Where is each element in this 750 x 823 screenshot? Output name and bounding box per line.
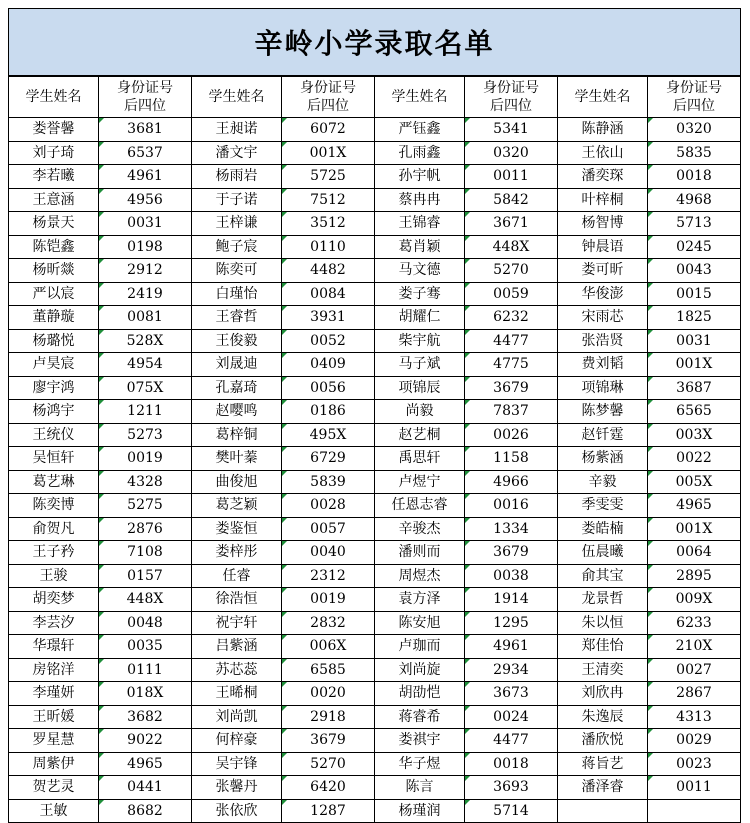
student-name-cell: 赵艺桐 (375, 423, 465, 447)
student-name-cell: 胡奕梦 (9, 588, 99, 612)
id-last4-cell: 6232 (465, 306, 558, 330)
student-name-cell: 王睿哲 (192, 306, 282, 330)
id-last4-cell: 6729 (282, 447, 375, 471)
student-name-cell: 周煜杰 (375, 564, 465, 588)
student-name-cell: 刘尚凯 (192, 705, 282, 729)
student-name-cell: 王昕媛 (9, 705, 99, 729)
student-name-cell: 华璟轩 (9, 635, 99, 659)
table-row (9, 517, 741, 541)
id-last4-cell: 0198 (99, 235, 192, 259)
student-name-cell: 赵嘤鸣 (192, 400, 282, 424)
student-name-cell: 卢煜宁 (375, 470, 465, 494)
id-last4-cell: 3679 (465, 541, 558, 565)
student-name-cell: 刘晟迪 (192, 353, 282, 377)
id-last4-cell: 5842 (465, 188, 558, 212)
id-last4-cell: 2918 (282, 705, 375, 729)
id-last4-cell: 3679 (465, 376, 558, 400)
student-name-cell: 杨雨岩 (192, 165, 282, 189)
id-last4-cell: 1287 (282, 799, 375, 823)
student-name-cell: 娄皓楠 (558, 517, 648, 541)
student-name-cell: 娄祺宇 (375, 729, 465, 753)
id-last4-cell: 2895 (648, 564, 741, 588)
id-last4-cell: 0441 (99, 776, 192, 800)
id-last4-cell: 5341 (465, 118, 558, 142)
student-name-cell: 杨昕燚 (9, 259, 99, 283)
id-last4-cell: 0019 (99, 447, 192, 471)
student-name-cell: 陈梦馨 (558, 400, 648, 424)
student-name-cell: 于子诺 (192, 188, 282, 212)
header-id-last4 (282, 77, 375, 118)
table-row (9, 776, 741, 800)
id-last4-cell: 0038 (465, 564, 558, 588)
student-name-cell: 朱以恒 (558, 611, 648, 635)
id-last4-cell: 5275 (99, 494, 192, 518)
id-last4-cell: 1211 (99, 400, 192, 424)
student-name-cell: 苏芯蕊 (192, 658, 282, 682)
id-last4-cell: 0029 (648, 729, 741, 753)
table-row (9, 329, 741, 353)
student-name-cell: 王梓谦 (192, 212, 282, 236)
table-row (9, 400, 741, 424)
student-name-cell: 樊叶蓁 (192, 447, 282, 471)
header-row (9, 77, 741, 118)
student-name-cell: 王清奕 (558, 658, 648, 682)
id-last4-cell: 9022 (99, 729, 192, 753)
id-last4-cell: 4328 (99, 470, 192, 494)
student-name-cell: 周紫伊 (9, 752, 99, 776)
id-last4-cell: 2876 (99, 517, 192, 541)
admission-sheet (8, 8, 741, 823)
student-name-cell: 娄梓彤 (192, 541, 282, 565)
student-name-cell: 娄可昕 (558, 259, 648, 283)
id-last4-cell: 2912 (99, 259, 192, 283)
header-id-line1: 身份证号 (300, 80, 356, 96)
id-last4-cell: 3671 (465, 212, 558, 236)
id-last4-cell: 0057 (282, 517, 375, 541)
id-last4-cell: 1158 (465, 447, 558, 471)
student-name-cell: 孙宇帆 (375, 165, 465, 189)
student-name-cell: 李芸汐 (9, 611, 99, 635)
id-last4-cell: 001X (648, 517, 741, 541)
student-name-cell: 王锦睿 (375, 212, 465, 236)
id-last4-cell: 6585 (282, 658, 375, 682)
student-name-cell: 王俊毅 (192, 329, 282, 353)
table-row (9, 611, 741, 635)
header-student-name: 学生姓名 (375, 77, 465, 118)
id-last4-cell: 0245 (648, 235, 741, 259)
student-name-cell: 马子斌 (375, 353, 465, 377)
id-last4-cell: 0015 (648, 282, 741, 306)
id-last4-cell: 3682 (99, 705, 192, 729)
student-name-cell: 潘泽睿 (558, 776, 648, 800)
admission-table (8, 76, 741, 823)
student-name-cell: 辛骏杰 (375, 517, 465, 541)
header-student-name: 学生姓名 (558, 77, 648, 118)
id-last4-cell: 7512 (282, 188, 375, 212)
student-name-cell: 葛芝颖 (192, 494, 282, 518)
id-last4-cell: 1334 (465, 517, 558, 541)
id-last4-cell: 3673 (465, 682, 558, 706)
table-row (9, 141, 741, 165)
id-last4-cell: 4954 (99, 353, 192, 377)
table-body (9, 118, 741, 823)
id-last4-cell: 448X (99, 588, 192, 612)
student-name-cell: 潘奕琛 (558, 165, 648, 189)
id-last4-cell: 0027 (648, 658, 741, 682)
table-row (9, 259, 741, 283)
table-row (9, 212, 741, 236)
student-name-cell: 张浩贤 (558, 329, 648, 353)
student-name-cell: 朱逸辰 (558, 705, 648, 729)
student-name-cell: 张依欣 (192, 799, 282, 823)
student-name-cell: 俞其宝 (558, 564, 648, 588)
header-id-last4 (99, 77, 192, 118)
header-id-line1: 身份证号 (666, 80, 722, 96)
id-last4-cell: 3679 (282, 729, 375, 753)
id-last4-cell: 4965 (99, 752, 192, 776)
student-name-cell: 王依山 (558, 141, 648, 165)
student-name-cell: 娄誉馨 (9, 118, 99, 142)
student-name-cell: 吕紫涵 (192, 635, 282, 659)
student-name-cell: 任睿 (192, 564, 282, 588)
id-last4-cell: 018X (99, 682, 192, 706)
id-last4-cell: 4775 (465, 353, 558, 377)
student-name-cell: 刘子琦 (9, 141, 99, 165)
id-last4-cell: 0040 (282, 541, 375, 565)
id-last4-cell: 0019 (282, 588, 375, 612)
header-id-line2: 后四位 (673, 98, 715, 114)
table-row (9, 188, 741, 212)
id-last4-cell: 448X (465, 235, 558, 259)
id-last4-cell: 7837 (465, 400, 558, 424)
table-row (9, 729, 741, 753)
id-last4-cell: 0157 (99, 564, 192, 588)
student-name-cell: 项锦琳 (558, 376, 648, 400)
id-last4-cell: 009X (648, 588, 741, 612)
id-last4-cell: 0011 (648, 776, 741, 800)
id-last4-cell: 0043 (648, 259, 741, 283)
table-row (9, 658, 741, 682)
id-last4-cell: 3512 (282, 212, 375, 236)
header-id-line1: 身份证号 (483, 80, 539, 96)
table-row (9, 752, 741, 776)
student-name-cell: 杨智博 (558, 212, 648, 236)
id-last4-cell: 0081 (99, 306, 192, 330)
student-name-cell: 娄子骞 (375, 282, 465, 306)
id-last4-cell: 001X (282, 141, 375, 165)
table-row (9, 705, 741, 729)
id-last4-cell: 528X (99, 329, 192, 353)
student-name-cell: 项锦辰 (375, 376, 465, 400)
student-name-cell: 白瑾怡 (192, 282, 282, 306)
header-id-line2: 后四位 (490, 98, 532, 114)
id-last4-cell: 3931 (282, 306, 375, 330)
student-name-cell: 季雯雯 (558, 494, 648, 518)
id-last4-cell: 5273 (99, 423, 192, 447)
id-last4-cell: 075X (99, 376, 192, 400)
student-name-cell: 郑佳怡 (558, 635, 648, 659)
student-name-cell: 胡劭恺 (375, 682, 465, 706)
table-row (9, 470, 741, 494)
id-last4-cell: 0409 (282, 353, 375, 377)
id-last4-cell: 5835 (648, 141, 741, 165)
student-name-cell: 龙景哲 (558, 588, 648, 612)
table-row (9, 235, 741, 259)
id-last4-cell: 0016 (465, 494, 558, 518)
student-name-cell: 俞贺凡 (9, 517, 99, 541)
id-last4-cell: 0052 (282, 329, 375, 353)
header-student-name: 学生姓名 (9, 77, 99, 118)
id-last4-cell: 4961 (99, 165, 192, 189)
student-name-cell: 陈铠鑫 (9, 235, 99, 259)
table-row (9, 165, 741, 189)
id-last4-cell: 001X (648, 353, 741, 377)
student-name-cell: 鲍子宸 (192, 235, 282, 259)
table-row (9, 494, 741, 518)
id-last4-cell: 0110 (282, 235, 375, 259)
id-last4-cell: 0059 (465, 282, 558, 306)
id-last4-cell: 0035 (99, 635, 192, 659)
id-last4-cell: 2867 (648, 682, 741, 706)
id-last4-cell: 4477 (465, 729, 558, 753)
student-name-cell: 徐浩恒 (192, 588, 282, 612)
student-name-cell: 陈静涵 (558, 118, 648, 142)
student-name-cell: 禹思轩 (375, 447, 465, 471)
student-name-cell: 尚毅 (375, 400, 465, 424)
student-name-cell: 杨紫涵 (558, 447, 648, 471)
id-last4-cell: 0018 (465, 752, 558, 776)
table-row (9, 423, 741, 447)
student-name-cell: 胡耀仁 (375, 306, 465, 330)
student-name-cell: 孔雨鑫 (375, 141, 465, 165)
id-last4-cell: 4965 (648, 494, 741, 518)
student-name-cell: 刘欣冉 (558, 682, 648, 706)
table-row (9, 635, 741, 659)
student-name-cell: 王统仪 (9, 423, 99, 447)
table-row (9, 564, 741, 588)
student-name-cell: 杨璐悦 (9, 329, 99, 353)
id-last4-cell: 006X (282, 635, 375, 659)
student-name-cell: 潘文宇 (192, 141, 282, 165)
student-name-cell: 陈言 (375, 776, 465, 800)
student-name-cell: 葛肖颖 (375, 235, 465, 259)
student-name-cell: 宋雨芯 (558, 306, 648, 330)
id-last4-cell: 4477 (465, 329, 558, 353)
student-name-cell: 陈安旭 (375, 611, 465, 635)
student-name-cell: 王昶诺 (192, 118, 282, 142)
student-name-cell: 卢昊宸 (9, 353, 99, 377)
student-name-cell: 杨瑾润 (375, 799, 465, 823)
table-row (9, 682, 741, 706)
id-last4-cell: 0111 (99, 658, 192, 682)
student-name-cell: 赵钎霆 (558, 423, 648, 447)
id-last4-cell: 5270 (282, 752, 375, 776)
student-name-cell: 杨鸿宇 (9, 400, 99, 424)
table-row (9, 306, 741, 330)
id-last4-cell: 4956 (99, 188, 192, 212)
student-name-cell: 辛毅 (558, 470, 648, 494)
student-name-cell: 董静璇 (9, 306, 99, 330)
table-row (9, 447, 741, 471)
student-name-cell: 葛梓铜 (192, 423, 282, 447)
id-last4-cell: 0031 (648, 329, 741, 353)
student-name-cell: 张馨丹 (192, 776, 282, 800)
id-last4-cell: 0320 (648, 118, 741, 142)
student-name-cell: 娄鉴恒 (192, 517, 282, 541)
id-last4-cell: 2419 (99, 282, 192, 306)
table-row (9, 376, 741, 400)
id-last4-cell: 0320 (465, 141, 558, 165)
id-last4-cell: 4482 (282, 259, 375, 283)
student-name-cell: 李若曦 (9, 165, 99, 189)
id-last4-cell: 3681 (99, 118, 192, 142)
student-name-cell: 华俊澎 (558, 282, 648, 306)
id-last4-cell: 6072 (282, 118, 375, 142)
student-name-cell: 王意涵 (9, 188, 99, 212)
student-name-cell: 袁方泽 (375, 588, 465, 612)
student-name-cell: 潘则而 (375, 541, 465, 565)
id-last4-cell: 4961 (465, 635, 558, 659)
id-last4-cell: 0031 (99, 212, 192, 236)
id-last4-cell: 0026 (465, 423, 558, 447)
page-title: 辛岭小学录取名单 (8, 8, 741, 76)
id-last4-cell: 4968 (648, 188, 741, 212)
student-name-cell: 李瑾妍 (9, 682, 99, 706)
student-name-cell: 伍晨曦 (558, 541, 648, 565)
id-last4-cell: 005X (648, 470, 741, 494)
table-row (9, 541, 741, 565)
student-name-cell: 何梓豪 (192, 729, 282, 753)
student-name-cell: 柴宇航 (375, 329, 465, 353)
table-row (9, 118, 741, 142)
id-last4-cell: 0022 (648, 447, 741, 471)
id-last4-cell: 6233 (648, 611, 741, 635)
student-name-cell: 潘欣悦 (558, 729, 648, 753)
id-last4-cell: 210X (648, 635, 741, 659)
id-last4-cell: 0023 (648, 752, 741, 776)
id-last4-cell: 6420 (282, 776, 375, 800)
id-last4-cell: 2934 (465, 658, 558, 682)
student-name-cell: 葛艺琳 (9, 470, 99, 494)
header-id-line2: 后四位 (124, 98, 166, 114)
id-last4-cell: 8682 (99, 799, 192, 823)
id-last4-cell: 0186 (282, 400, 375, 424)
student-name-cell: 吴宇锋 (192, 752, 282, 776)
id-last4-cell: 4966 (465, 470, 558, 494)
student-name-cell: 费刘韬 (558, 353, 648, 377)
student-name-cell: 严以宸 (9, 282, 99, 306)
student-name-cell: 祝宇轩 (192, 611, 282, 635)
id-last4-cell: 0018 (648, 165, 741, 189)
id-last4-cell: 5839 (282, 470, 375, 494)
student-name-cell: 陈奕可 (192, 259, 282, 283)
student-name-cell: 任恩志睿 (375, 494, 465, 518)
id-last4-cell: 0064 (648, 541, 741, 565)
table-row (9, 588, 741, 612)
id-last4-cell: 0084 (282, 282, 375, 306)
id-last4-cell: 2312 (282, 564, 375, 588)
id-last4-cell: 0011 (465, 165, 558, 189)
id-last4-cell: 0028 (282, 494, 375, 518)
id-last4-cell: 5714 (465, 799, 558, 823)
student-name-cell: 廖宇鸿 (9, 376, 99, 400)
student-name-cell: 王骏 (9, 564, 99, 588)
id-last4-cell: 3687 (648, 376, 741, 400)
id-last4-cell: 0048 (99, 611, 192, 635)
id-last4-cell: 5725 (282, 165, 375, 189)
student-name-cell: 钟晨语 (558, 235, 648, 259)
student-name-cell: 华子煜 (375, 752, 465, 776)
student-name-cell: 贺艺灵 (9, 776, 99, 800)
student-name-cell: 房铭洋 (9, 658, 99, 682)
student-name-cell: 马文德 (375, 259, 465, 283)
student-name-cell: 蒋睿希 (375, 705, 465, 729)
id-last4-cell: 1825 (648, 306, 741, 330)
header-student-name: 学生姓名 (192, 77, 282, 118)
student-name-cell: 叶梓桐 (558, 188, 648, 212)
header-id-line1: 身份证号 (117, 80, 173, 96)
student-name-cell: 蒋旨艺 (558, 752, 648, 776)
student-name-cell: 孔嘉琦 (192, 376, 282, 400)
id-last4-cell: 495X (282, 423, 375, 447)
id-last4-cell: 0056 (282, 376, 375, 400)
student-name-cell: 蔡冉冉 (375, 188, 465, 212)
student-name-cell: 王子矜 (9, 541, 99, 565)
student-name-cell: 吴恒轩 (9, 447, 99, 471)
student-name-cell: 王敏 (9, 799, 99, 823)
student-name-cell: 陈奕博 (9, 494, 99, 518)
id-last4-cell: 003X (648, 423, 741, 447)
id-last4-cell: 1295 (465, 611, 558, 635)
header-id-last4 (465, 77, 558, 118)
id-last4-cell: 2832 (282, 611, 375, 635)
table-row (9, 353, 741, 377)
header-id-last4 (648, 77, 741, 118)
student-name-cell: 严钰鑫 (375, 118, 465, 142)
id-last4-cell: 1914 (465, 588, 558, 612)
id-last4-cell: 7108 (99, 541, 192, 565)
id-last4-cell: 5713 (648, 212, 741, 236)
table-row (9, 282, 741, 306)
student-name-cell: 刘尚旋 (375, 658, 465, 682)
student-name-cell: 卢珈而 (375, 635, 465, 659)
id-last4-cell: 3693 (465, 776, 558, 800)
id-last4-cell: 0024 (465, 705, 558, 729)
student-name-cell: 罗星慧 (9, 729, 99, 753)
id-last4-cell: 6537 (99, 141, 192, 165)
id-last4-cell: 0020 (282, 682, 375, 706)
id-last4-cell: 5270 (465, 259, 558, 283)
id-last4-cell: 4313 (648, 705, 741, 729)
student-name-cell: 曲俊旭 (192, 470, 282, 494)
header-id-line2: 后四位 (307, 98, 349, 114)
student-name-cell: 王晞桐 (192, 682, 282, 706)
student-name-cell: 杨景天 (9, 212, 99, 236)
id-last4-cell: 6565 (648, 400, 741, 424)
